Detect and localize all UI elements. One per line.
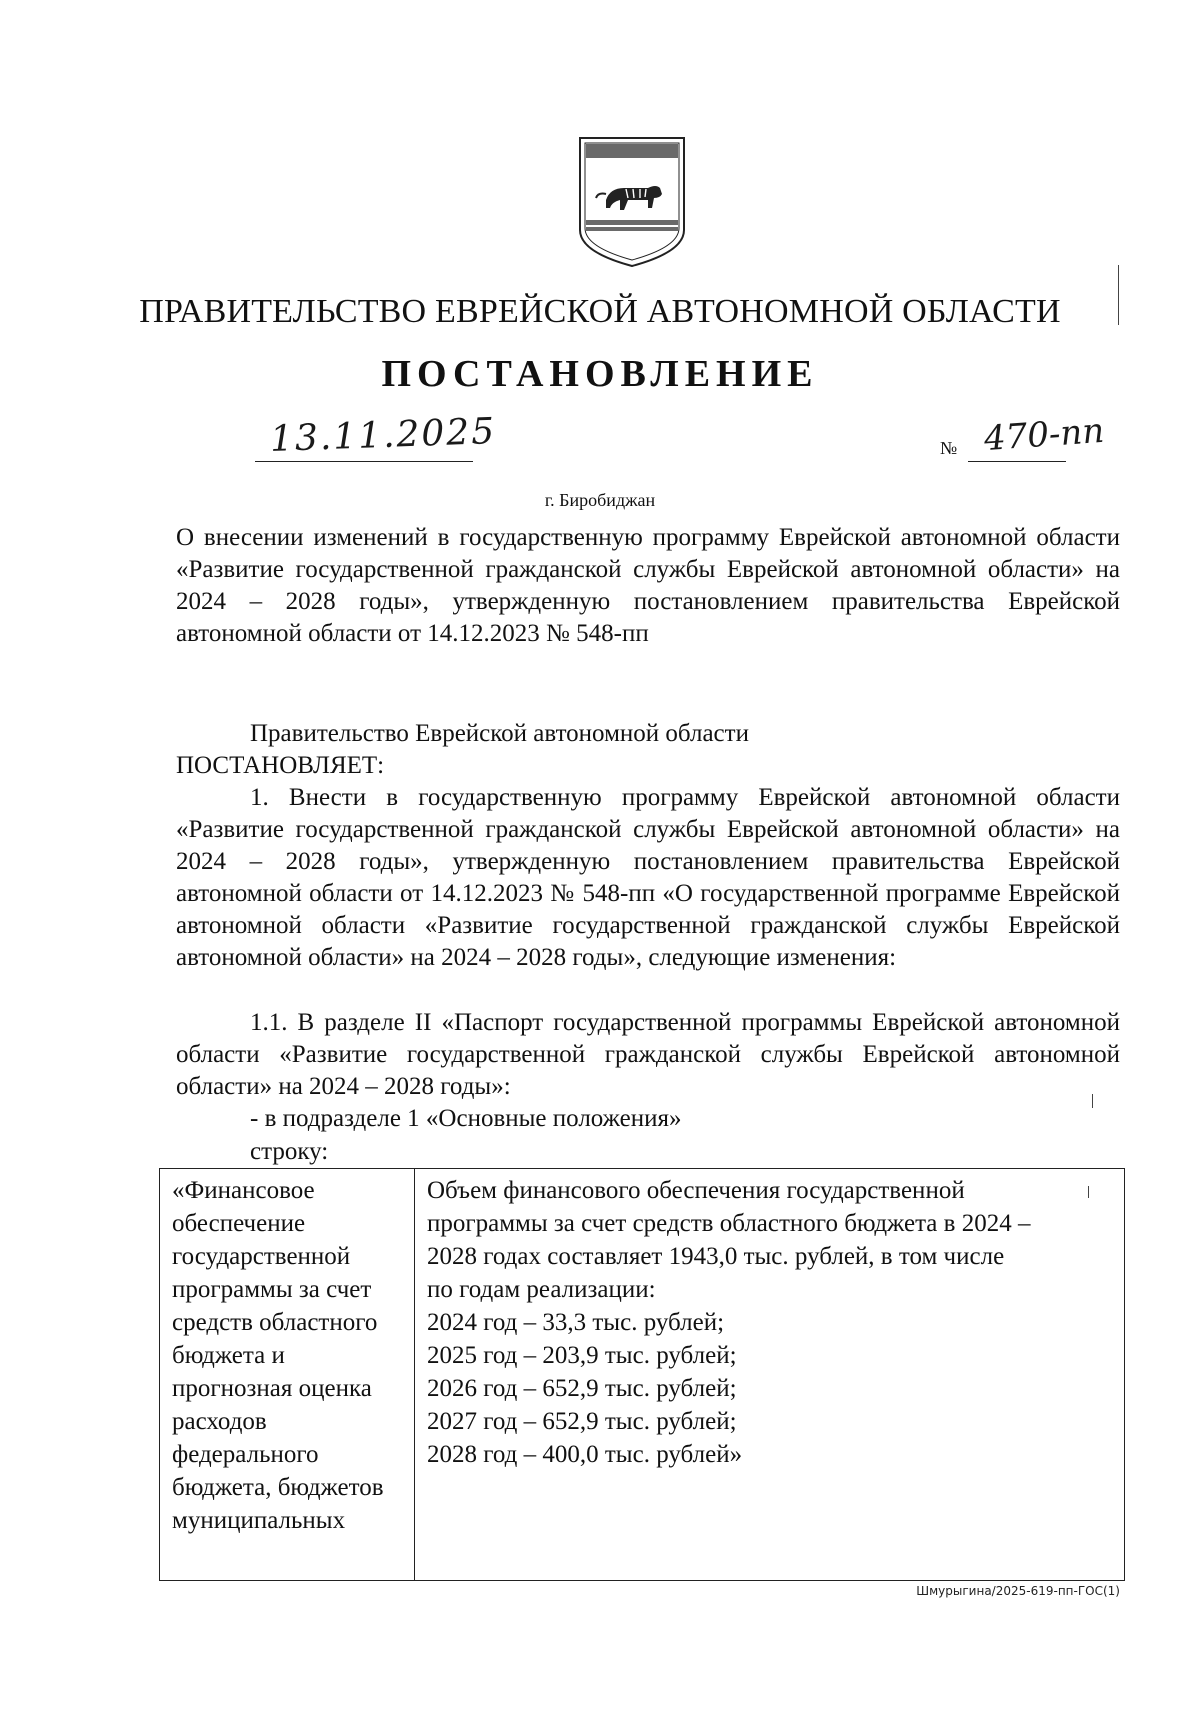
decree-item-1: 1. Внести в государственную программу Еврейской автономной области «Развитие государственной гражданской службы Еврейской автономной области» на 2024 – 2028 годы», утвержденную постановлением правительства Еврейской автономной области от 14.12.2023 № 548-пп «О государственной программе Еврейской автономной области «Развитие государственной гражданской службы Еврейской автономной области» на 2024 – 2028 годы», следующие изменения: xyxy=(176,784,1120,971)
table-right-cell xyxy=(427,1174,1117,1471)
coat-of-arms-emblem xyxy=(576,134,688,270)
body-intro: Правительство Еврейской автономной области xyxy=(250,720,749,747)
handwritten-date: 13.11.2025 xyxy=(269,411,497,460)
scan-mark xyxy=(1118,265,1119,325)
table-column-divider xyxy=(414,1168,415,1580)
table-right-line: 2028 годах составляет 1943,0 тыс. рублей, в том числе xyxy=(427,1243,1005,1270)
table-right-line: 2026 год – 652,9 тыс. рублей; xyxy=(427,1375,737,1402)
scan-mark xyxy=(1092,1094,1093,1108)
decree-item-1-1: 1.1. В разделе II «Паспорт государственной программы Еврейской автономной области «Развитие государственной гражданской службы Еврейской автономной области» на 2024 – 2028 годы»: xyxy=(176,1009,1120,1100)
row-word: строку: xyxy=(250,1138,329,1165)
table-right-line: по годам реализации: xyxy=(427,1276,656,1303)
table-right-line: Объем финансового обеспечения государственной xyxy=(427,1177,965,1204)
subsection-note: - в подразделе 1 «Основные положения» xyxy=(250,1105,682,1132)
document-subject: О внесении изменений в государственную программу Еврейской автономной области «Развитие государственной гражданской службы Еврейской автономной области» на 2024 – 2028 годы», утвержденную постановлением правительства Еврейской автономной области от 14.12.2023 № 548-пп xyxy=(176,524,1120,647)
table-right-line: 2025 год – 203,9 тыс. рублей; xyxy=(427,1342,737,1369)
handwritten-number: 470-пп xyxy=(982,410,1106,460)
table-right-line: 2024 год – 33,3 тыс. рублей; xyxy=(427,1309,725,1336)
number-sign: № xyxy=(940,438,958,458)
government-title: ПРАВИТЕЛЬСТВО ЕВРЕЙСКОЙ АВТОНОМНОЙ ОБЛАСТИ xyxy=(139,293,1061,330)
date-underline xyxy=(255,461,473,462)
footer-reference: Шмурыгина/2025-619-пп-ГОС(1) xyxy=(916,1584,1120,1598)
document-type-heading: ПОСТАНОВЛЕНИЕ xyxy=(381,353,819,395)
table-right-line: 2028 год – 400,0 тыс. рублей» xyxy=(427,1441,743,1468)
table-right-line: 2027 год – 652,9 тыс. рублей; xyxy=(427,1408,737,1435)
number-underline xyxy=(968,461,1066,462)
decree-word: ПОСТАНОВЛЯЕТ: xyxy=(176,752,385,779)
table-right-line: программы за счет средств областного бюджета в 2024 – xyxy=(427,1210,1031,1237)
city-name: г. Биробиджан xyxy=(544,490,656,510)
scan-mark xyxy=(1088,1186,1089,1198)
table-left-cell: «Финансовое обеспечение государственной программы за счет средств областного бюджета и прогнозная оценка расходов федерального бюджета, бюджетов муниципальных xyxy=(172,1177,384,1534)
